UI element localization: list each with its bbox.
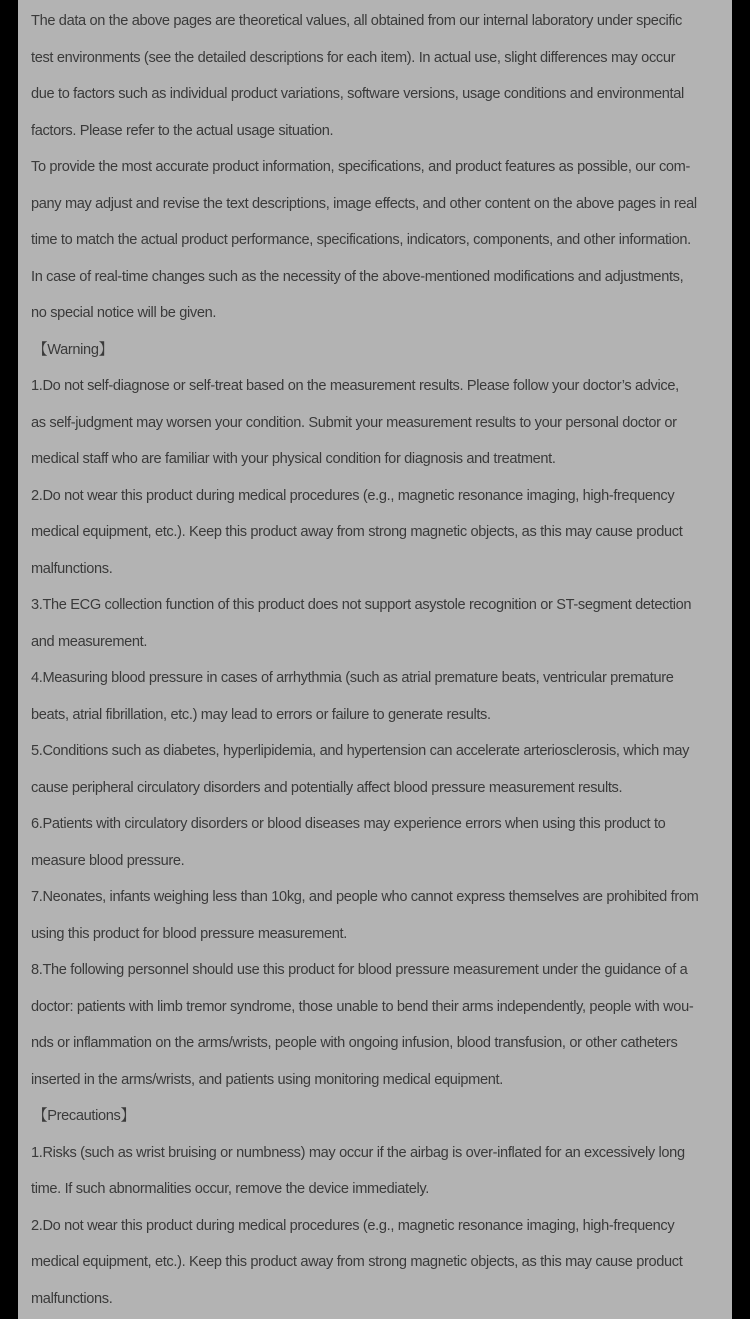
warning-line: 3.The ECG collection function of this product does not support asystole recognition or ST-segment detection (31, 597, 692, 613)
warning-line: using this product for blood pressure measurement. (31, 925, 347, 942)
warning-line: 5.Conditions such as diabetes, hyperlipidemia, and hypertension can accelerate arteriosclerosis, which may (31, 743, 690, 759)
precautions-line: malfunctions. (31, 1290, 113, 1307)
disclaimer-line: In case of real-time changes such as the necessity of the above-mentioned modifications and adjustments, (31, 268, 684, 285)
warning-line: 1.Do not self-diagnose or self-treat based on the measurement results. Please follow your doctor’s advice, (31, 378, 679, 394)
disclaimer-line: pany may adjust and revise the text descriptions, image effects, and other content on the above pages in real (31, 195, 697, 212)
disclaimer-line: due to factors such as individual product variations, software versions, usage conditions and environmental (31, 86, 684, 102)
warning-line: doctor: patients with limb tremor syndrome, those unable to bend their arms independently, people with wou- (31, 998, 694, 1015)
disclaimer-line: time to match the actual product performance, specifications, indicators, components, and other information. (31, 232, 691, 248)
precautions-section (31, 1098, 732, 1317)
precautions-heading: 【Precautions】 (33, 1108, 135, 1124)
warning-line: malfunctions. (31, 560, 113, 577)
disclaimer-line: To provide the most accurate product information, specifications, and product features as possible, our com- (31, 159, 691, 175)
precautions-line: time. If such abnormalities occur, remove the device immediately. (31, 1181, 429, 1197)
warning-line: measure blood pressure. (31, 852, 185, 869)
warning-line: and measurement. (31, 633, 148, 650)
warning-line: inserted in the arms/wrists, and patients using monitoring medical equipment. (31, 1071, 503, 1088)
warning-section (31, 332, 732, 1099)
precautions-line: 1.Risks (such as wrist bruising or numbness) may occur if the airbag is over-inflated for an excessively long (31, 1144, 685, 1161)
warning-line: 7.Neonates, infants weighing less than 10kg, and people who cannot express themselves are prohibited from (31, 889, 699, 905)
disclaimer-section (31, 3, 732, 332)
disclaimer-line: test environments (see the detailed descriptions for each item). In actual use, slight differences may occur (31, 49, 676, 66)
disclaimer-line: factors. Please refer to the actual usage situation. (31, 122, 334, 139)
warning-line: medical staff who are familiar with your physical condition for diagnosis and treatment. (31, 451, 556, 467)
warning-line: 8.The following personnel should use this product for blood pressure measurement under the guidance of a (31, 962, 688, 978)
document-panel (18, 0, 732, 1319)
warning-heading: 【Warning】 (33, 341, 113, 358)
warning-line: cause peripheral circulatory disorders and potentially affect blood pressure measurement results. (31, 779, 623, 796)
warning-line: beats, atrial fibrillation, etc.) may lead to errors or failure to generate results. (31, 706, 491, 723)
warning-line: 2.Do not wear this product during medical procedures (e.g., magnetic resonance imaging, high-frequency (31, 487, 675, 504)
warning-line: 4.Measuring blood pressure in cases of arrhythmia (such as atrial premature beats, ventricular premature (31, 670, 674, 686)
disclaimer-line: no special notice will be given. (31, 305, 217, 321)
warning-line: medical equipment, etc.). Keep this product away from strong magnetic objects, as this may cause product (31, 524, 683, 540)
warning-line: nds or inflammation on the arms/wrists, people with ongoing infusion, blood transfusion, or other catheters (31, 1035, 678, 1051)
precautions-line: 2.Do not wear this product during medical procedures (e.g., magnetic resonance imaging, high-frequency (31, 1217, 675, 1234)
warning-line: as self-judgment may worsen your condition. Submit your measurement results to your personal doctor or (31, 414, 677, 431)
warning-line: 6.Patients with circulatory disorders or blood diseases may experience errors when using this product to (31, 816, 666, 832)
precautions-line: medical equipment, etc.). Keep this product away from strong magnetic objects, as this may cause product (31, 1254, 683, 1270)
disclaimer-line: The data on the above pages are theoretical values, all obtained from our internal laboratory under specific (31, 13, 682, 29)
